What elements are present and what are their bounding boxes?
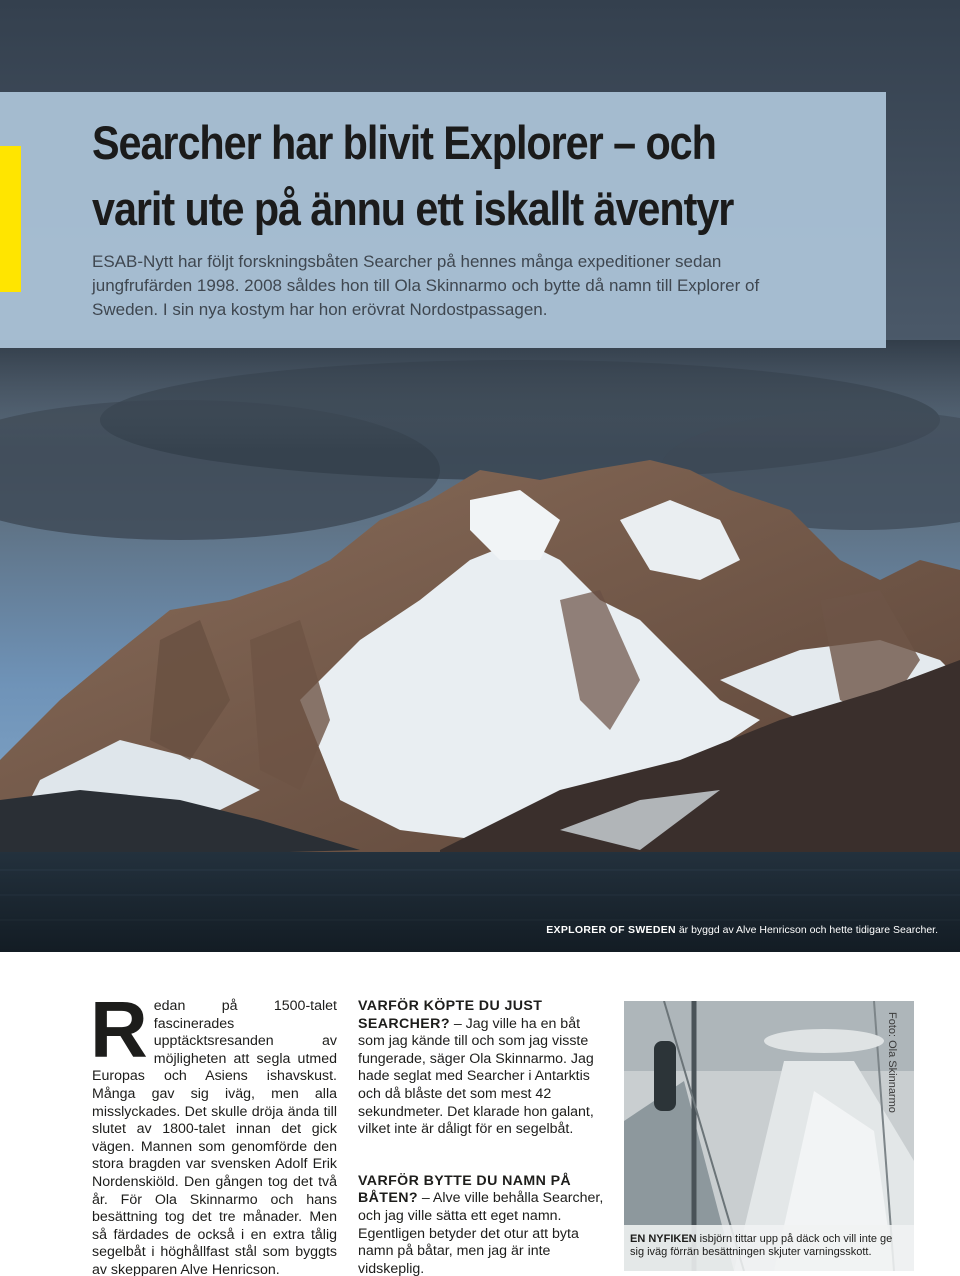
hero-caption-text: är byggd av Alve Henricson och hette tidigare Searcher. [675,924,938,936]
lede-paragraph: ESAB-Nytt har följt forskningsbåten Searcher på hennes många expeditioner sedan jungfrufärden 1998. 2008 såldes hon till Ola Skinnarmo och bytte då namn till Explorer of Sweden. I sin nya kostym har hon erövrat Nordostpassagen. [92,252,760,319]
question-2: VARFÖR BYTTE DU NAMN PÅ BÅTEN? [358,1172,572,1207]
hero-caption [546,924,938,936]
article-column-2 [358,998,606,1276]
question-1: VARFÖR KÖPTE DU JUST SEARCHER? [358,998,543,1032]
deck-photo-caption [624,1225,914,1271]
column-1-text: edan på 1500-talet fascinerades upptäcktsresanden av möjligheten att segla utmed Europas och Asiens ishavskust. Många gav sig iväg, men alla misslyckades. Det skulle dröja ända till slutet av 1800-talet innan det gick vägen. Mannen som genomförde den stora bragden var svensken Adolf Erik Nordenskiöld. Den gången tog det två år. För Ola Skinnarmo och hans besättning tog det tre månader. Men så färdades de också i en extra tålig segelbåt i höghållfast stål som byggts av skepparen Alve Henricson. [92,998,337,1276]
qa-2 [358,1173,606,1276]
deck-photo [624,1001,914,1271]
deck-caption-text: isbjörn tittar upp på däck och vill inte ge sig iväg förrän besättningen skjuter varningsskott. [630,1233,893,1258]
accent-bar [0,146,21,292]
qa-1 [358,998,606,1139]
headline-line-2: varit ute på ännu ett iskallt äventyr [92,182,734,235]
photo-credit: Foto: Ola Skinnarmo [886,1012,898,1113]
article-column-1 [90,985,337,1276]
hero-caption-bold: EXPLORER OF SWEDEN [546,924,676,936]
answer-1: – Jag ville ha en båt som jag kände till och som jag visste fungerade, säger Ola Skinnarmo. Jag hade seglat med Searcher i Antarktis och då blåste det som mest 42 sekundmeter. Det klarade hon galant, vilket inte är dåligt för en segelbåt. [358,1015,594,1138]
page-title [92,110,778,242]
dropcap: R [90,985,148,1074]
headline-line-1: Searcher har blivit Explorer – och [92,116,716,169]
answer-2: – Alve ville behålla Searcher, och jag ville sätta ett eget namn. Egentligen betyder det otur att byta namn på båtar, men jag är inte vidskeplig. [358,1190,604,1276]
deck-caption-bold: EN NYFIKEN [630,1233,697,1245]
